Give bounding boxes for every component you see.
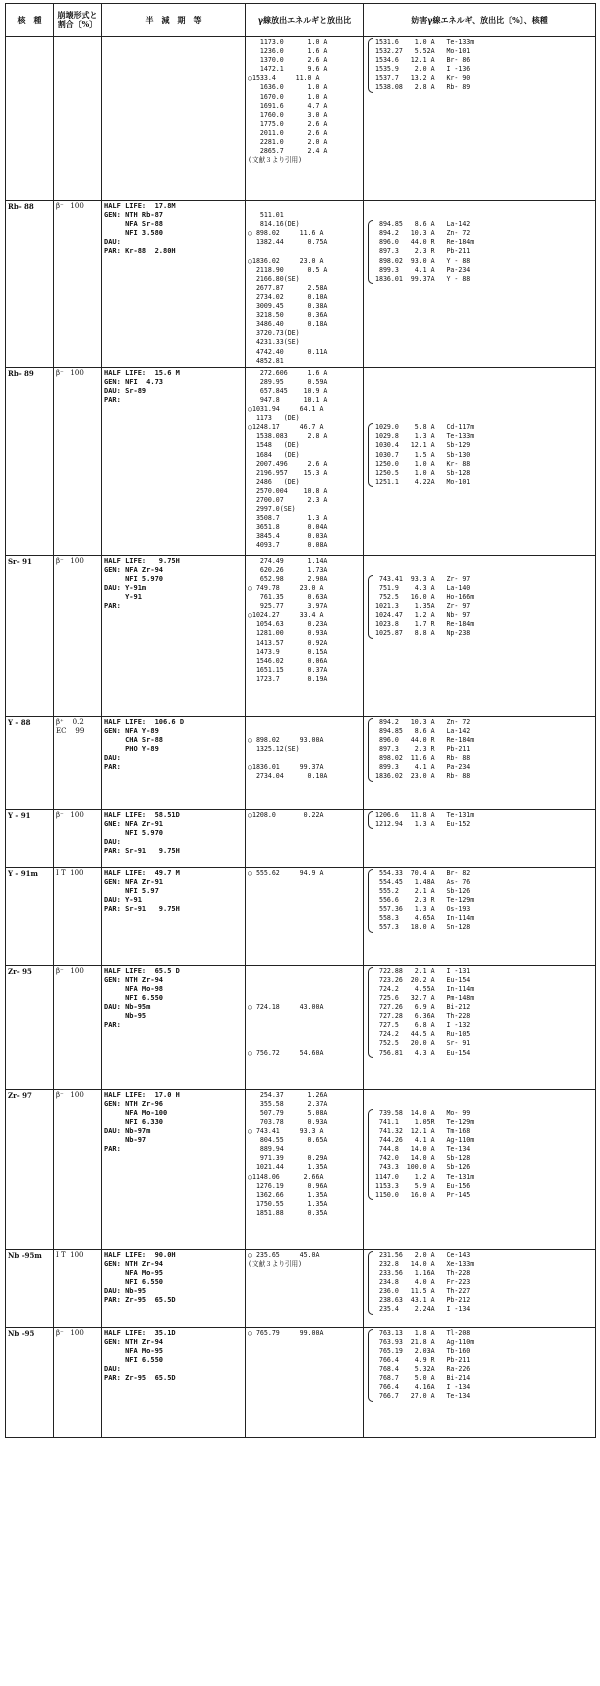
nuclide-cell — [6, 37, 54, 201]
nuclide-cell: Nb -95 — [6, 1327, 54, 1437]
interfering-list — [366, 38, 593, 93]
half-life-cell: HALF LIFE: 58.51D GNE: NFA Zr-91 NFI 5.970 DAU: PAR: Sr-91 9.75H — [102, 809, 246, 867]
table-row — [6, 367, 596, 555]
table-row — [6, 1249, 596, 1327]
brace-icon — [368, 869, 373, 933]
brace-icon — [368, 575, 373, 639]
decay-mode-cell: β⁻ 100 — [54, 1327, 102, 1437]
decay-mode-cell: I T 100 — [54, 1249, 102, 1327]
interfering-gamma-cell — [364, 367, 596, 555]
nuclide-data-table — [5, 3, 596, 1438]
header-nuclide: 核 種 — [6, 4, 54, 37]
interfering-list — [366, 1251, 593, 1315]
half-life-cell: HALF LIFE: 90.0H GEN: NTH Zr-94 NFA Mo-95 NFI 6.550 DAU: Nb-95 PAR: Zr-95 65.5D — [102, 1249, 246, 1327]
interfering-list — [366, 575, 593, 639]
nuclide-cell: Zr- 97 — [6, 1089, 54, 1249]
decay-mode-cell — [54, 37, 102, 201]
spacer — [366, 1091, 593, 1109]
half-life-cell: HALF LIFE: 35.1D GEN: NTH Zr-94 NFA Mo-95 NFI 6.550 DAU: PAR: Zr-95 65.5D — [102, 1327, 246, 1437]
interfering-list — [366, 423, 593, 487]
table-row — [6, 965, 596, 1089]
gamma-energy-cell: ○ 555.62 94.9 A — [246, 867, 364, 965]
interfering-lines: 1531.6 1.0 A Te-133m 1532.27 5.52A Mo-101 1534.6 12.1 A Br- 86 1535.9 2.0 A I -136 1537.7 13.2 A Kr- 90 1538.08 2.8 A Rb- 89 — [375, 38, 475, 92]
nuclide-cell: Y - 88 — [6, 716, 54, 809]
table-row — [6, 867, 596, 965]
interfering-gamma-cell — [364, 201, 596, 368]
decay-mode-cell: β⁺ 0.2 EC 99 — [54, 716, 102, 809]
table-row — [6, 201, 596, 368]
interfering-lines: 722.88 2.1 A I -131 723.26 20.2 A Eu-154 724.2 4.55A In-114m 725.6 32.7 A Pm-148m 727.26 6.9 A Bi-212 727.28 6.36A Th-228 727.5 6.8 A I -132 724.2 44.5 A Ru-105 752.5 20.0 A Sr- 91 756.81 4.3 A Eu-154 — [378, 966, 475, 1057]
gamma-energy-cell: 511.01 814.16(DE) ○ 898.02 11.6 A 1382.44 0.75A ○1836.02 23.0 A 2118.90 0.5 A 2166.80(SE) 2677.87 2.58A 2734.02 0.10A 3009.45 0.38A 3218.50 0.36A 3486.40 0.18A 3720.73(DE) 4231.33(SE) 4742.40 0.11A 4852.81 — [246, 201, 364, 368]
nuclide-cell: Zr- 95 — [6, 965, 54, 1089]
interfering-list — [366, 811, 593, 829]
spacer — [366, 202, 593, 220]
table-row — [6, 809, 596, 867]
interfering-gamma-cell — [364, 1089, 596, 1249]
decay-mode-cell: β⁻ 100 — [54, 1089, 102, 1249]
interfering-list — [366, 220, 593, 284]
interfering-lines: 1206.6 11.8 A Te-131m 1212.94 1.3 A Eu-152 — [375, 810, 475, 828]
interfering-gamma-cell — [364, 716, 596, 809]
interfering-list — [366, 967, 593, 1058]
nuclide-cell: Y - 91m — [6, 867, 54, 965]
gamma-energy-cell: ○ 765.79 99.00A — [246, 1327, 364, 1437]
gamma-energy-cell: 1173.0 1.0 A 1236.0 1.6 A 1370.0 2.6 A 1472.1 9.6 A ○1533.4 11.0 A 1636.0 1.0 A 1670.0 1.0 A 1691.6 4.7 A 1760.0 3.0 A 1775.0 2.6 A 2011.0 2.6 A 2281.0 2.0 A 2865.7 2.4 A (文献３より引用) — [246, 37, 364, 201]
table-row — [6, 1327, 596, 1437]
half-life-cell: HALF LIFE: 17.8M GEN: NTH Rb-87 NFA Sr-88 NFI 3.580 DAU: PAR: Kr-88 2.80H — [102, 201, 246, 368]
brace-icon — [368, 1251, 373, 1315]
table-header-row — [6, 4, 596, 37]
half-life-cell: HALF LIFE: 17.0 H GEN: NTH Zr-96 NFA Mo-100 NFI 6.330 DAU: Nb-97m Nb-97 PAR: — [102, 1089, 246, 1249]
decay-mode-cell: β⁻ 100 — [54, 201, 102, 368]
half-life-cell: HALF LIFE: 9.75H GEN: NFA Zr-94 NFI 5.970 DAU: Y-91m Y-91 PAR: — [102, 555, 246, 716]
interfering-gamma-cell — [364, 867, 596, 965]
interfering-gamma-cell — [364, 555, 596, 716]
brace-icon — [368, 811, 373, 829]
interfering-lines: 554.33 70.4 A Br- 82 554.45 1.48A As- 76 555.2 2.1 A Sb-126 556.6 2.3 R Te-129m 557.36 1.3 A Os-193 558.3 4.65A In-114m 557.3 18.0 A Sn-128 — [378, 868, 475, 932]
interfering-lines: 894.85 8.6 A La-142 894.2 10.3 A Zn- 72 896.0 44.0 R Re-184m 897.3 2.3 R Pb-211 898.02 93.0 A Y - 88 899.3 4.1 A Pa-234 1836.01 99.37A Y - 88 — [375, 220, 475, 283]
brace-icon — [368, 1329, 373, 1402]
decay-mode-cell: β⁻ 100 — [54, 965, 102, 1089]
interfering-lines: 739.58 14.0 A Mo- 99 741.1 1.05R Te-129m 741.32 12.1 A Tm-168 744.26 4.1 A Ag-110m 744.8 14.0 A Te-134 742.0 14.0 A Sb-128 743.3 100.0 A Sb-126 1147.0 1.2 A Te-131m 1153.3 5.9 A Eu-156 1150.0 16.0 A Pr-145 — [375, 1108, 475, 1199]
nuclide-cell: Sr- 91 — [6, 555, 54, 716]
decay-mode-cell: β⁻ 100 — [54, 367, 102, 555]
nuclide-cell: Rb- 89 — [6, 367, 54, 555]
nuclide-cell: Nb -95m — [6, 1249, 54, 1327]
interfering-list — [366, 718, 593, 782]
decay-mode-cell: β⁻ 100 — [54, 809, 102, 867]
interfering-lines: 1029.0 5.8 A Cd-117m 1029.8 1.3 A Te-133m 1030.4 12.1 A Sb-129 1030.7 1.5 A Sb-130 1250.0 1.0 A Kr- 88 1250.5 1.0 A Sb-128 1251.1 4.22A Mo-101 — [375, 423, 475, 486]
gamma-energy-cell: 274.49 1.14A 620.26 1.73A 652.98 2.90A ○ 749.78 23.0 A 761.35 0.63A 925.77 3.97A ○1024.27 33.4 A 1054.63 0.23A 1281.00 0.93A 1413.57 0.92A 1473.9 0.15A 1546.02 0.06A 1651.15 0.37A 1723.7 0.19A — [246, 555, 364, 716]
interfering-list — [366, 869, 593, 933]
interfering-gamma-cell — [364, 965, 596, 1089]
interfering-lines: 231.56 2.0 A Ce-143 232.8 14.0 A Xe-133m 233.56 1.16A Th-228 234.8 4.0 A Fr-223 236.0 11.5 A Th-227 238.63 43.1 A Pb-212 235.4 2.24A I -134 — [378, 1250, 475, 1314]
gamma-energy-cell: ○ 898.02 93.00A 1325.12(SE) ○1836.01 99.37A 2734.04 0.10A — [246, 716, 364, 809]
spacer — [366, 369, 593, 424]
table-row — [6, 555, 596, 716]
interfering-list — [366, 1329, 593, 1402]
gamma-energy-cell: ○ 235.65 45.0A (文献３より引用) — [246, 1249, 364, 1327]
interfering-lines: 763.13 1.8 A Tl-208 763.93 21.8 A Ag-110m 765.19 2.03A Tb-160 766.4 4.9 R Pb-211 768.4 5.32A Ra-226 768.7 5.0 A Bi-214 766.4 4.16A I -134 766.7 27.0 A Te-134 — [378, 1328, 475, 1401]
decay-mode-cell: β⁻ 100 — [54, 555, 102, 716]
gamma-energy-cell: ○1208.0 0.22A — [246, 809, 364, 867]
header-gamma-energy: γ線放出エネルギと放出比 — [246, 4, 364, 37]
table-row — [6, 37, 596, 201]
table-row — [6, 1089, 596, 1249]
interfering-lines: 894.2 10.3 A Zn- 72 894.85 8.6 A La-142 896.0 44.0 R Re-184m 897.3 2.3 R Pb-211 898.02 11.6 A Rb- 88 899.3 4.1 A Pa-234 1836.02 23.0 A Rb- 88 — [375, 717, 475, 781]
brace-icon — [368, 220, 373, 284]
header-decay-mode: 崩壊形式と割合〔%〕 — [54, 4, 102, 37]
interfering-lines: 743.41 93.3 A Zr- 97 751.9 4.3 A La-140 752.5 16.0 A Ho-166m 1021.3 1.35A Zr- 97 1024.47 1.2 A Nb- 97 1023.8 1.7 R Re-184m 1025.87 8.8 A Np-238 — [375, 574, 475, 638]
half-life-cell: HALF LIFE: 106.6 D GEN: NFA Y-89 CHA Sr-88 PHO Y-89 DAU: PAR: — [102, 716, 246, 809]
interfering-gamma-cell — [364, 37, 596, 201]
half-life-cell: HALF LIFE: 49.7 M GEN: NFA Zr-91 NFI 5.97 DAU: Y-91 PAR: Sr-91 9.75H — [102, 867, 246, 965]
header-half-life: 半 減 期 等 — [102, 4, 246, 37]
brace-icon — [368, 38, 373, 93]
half-life-cell: HALF LIFE: 15.6 M GEN: NFI 4.73 DAU: Sr-89 PAR: — [102, 367, 246, 555]
nuclide-cell: Y - 91 — [6, 809, 54, 867]
table-row — [6, 716, 596, 809]
nuclide-cell: Rb- 88 — [6, 201, 54, 368]
brace-icon — [368, 423, 373, 487]
interfering-list — [366, 1109, 593, 1200]
brace-icon — [368, 967, 373, 1058]
half-life-cell: HALF LIFE: 65.5 D GEN: NTH Zr-94 NFA Mo-98 NFI 6.550 DAU: Nb-95m Nb-95 PAR: — [102, 965, 246, 1089]
interfering-gamma-cell — [364, 1327, 596, 1437]
brace-icon — [368, 718, 373, 782]
gamma-energy-cell: 254.37 1.26A 355.58 2.37A 507.79 5.08A 703.78 0.93A ○ 743.41 93.3 A 804.55 0.65A 889.94 971.39 0.29A 1021.44 1.35A ○1148.06 2.66A 1276.19 0.96A 1362.66 1.35A 1750.55 1.35A 1851.88 0.35A — [246, 1089, 364, 1249]
decay-mode-cell: I T 100 — [54, 867, 102, 965]
header-interfering-gamma: 妨害γ線エネルギ、放出比〔%〕、核種 — [364, 4, 596, 37]
gamma-energy-cell: 272.606 1.6 A 289.95 0.59A 657.845 10.9 A 947.8 10.1 A ○1031.94 64.1 A 1173 (DE) ○1248.17 46.7 A 1538.083 2.8 A 1548 (DE) 1684 (DE) 2007.496 2.6 A 2196.957 15.3 A 2486 (DE) 2570.004 10.8 A 2700.07 2.3 A 2997.0(SE) 3508.7 1.3 A 3651.8 0.04A 3845.4 0.03A 4093.7 0.08A — [246, 367, 364, 555]
interfering-gamma-cell — [364, 809, 596, 867]
half-life-cell — [102, 37, 246, 201]
spacer — [366, 557, 593, 575]
gamma-energy-cell: ○ 724.18 43.00A ○ 756.72 54.60A — [246, 965, 364, 1089]
brace-icon — [368, 1109, 373, 1200]
interfering-gamma-cell — [364, 1249, 596, 1327]
